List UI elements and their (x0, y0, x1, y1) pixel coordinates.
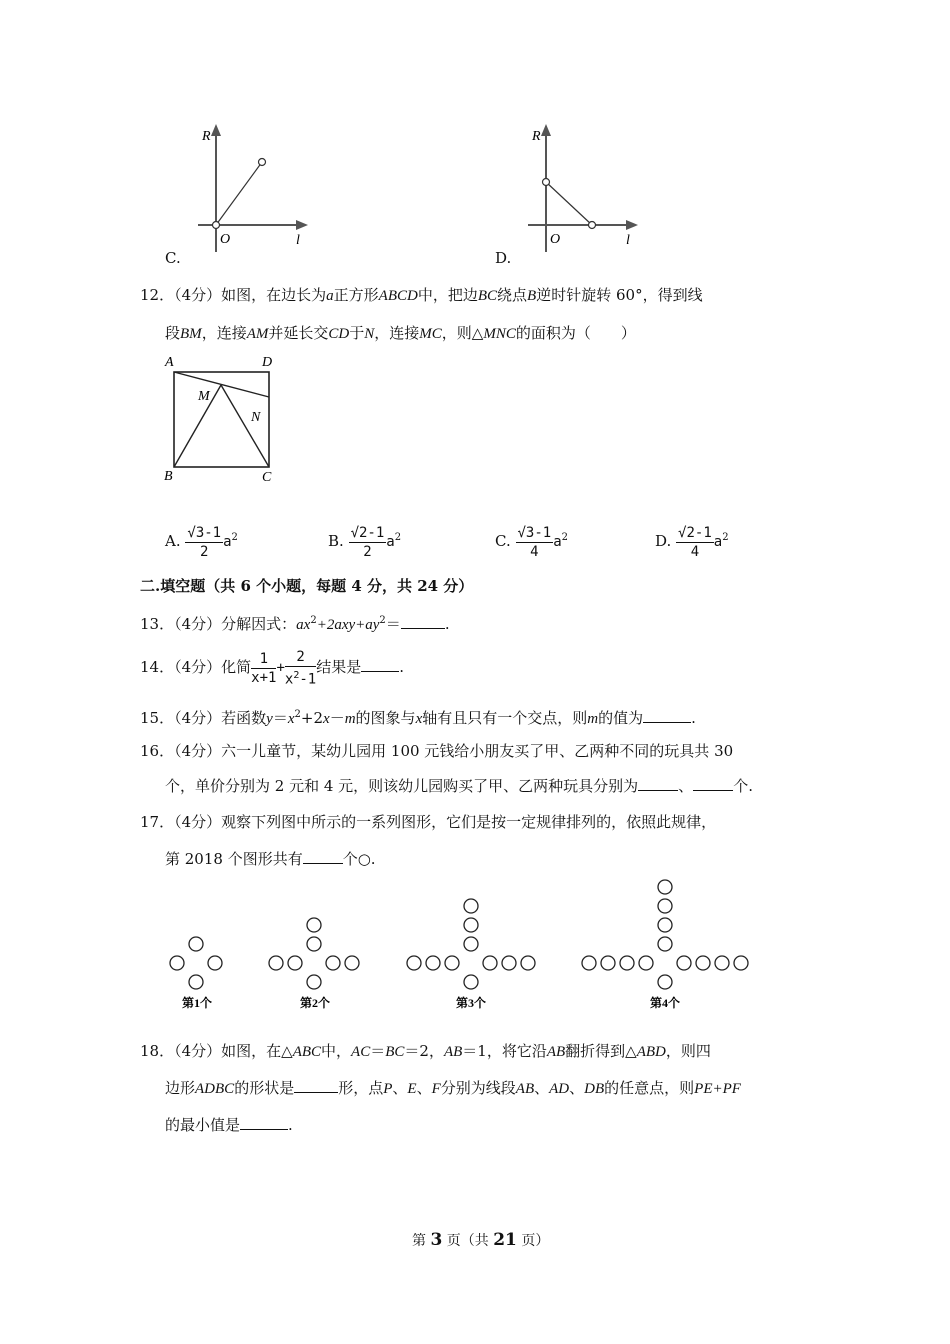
q16-line2: 个，单价分别为 2 元和 4 元，则该幼儿园购买了甲、乙两种玩具分别为 、 个. (165, 777, 753, 795)
q18-line3: 的最小值是 . (165, 1116, 293, 1134)
q12-option-a: A. $\frac{√3-1}{2}$ $a^2$ (165, 524, 238, 560)
axis-o-label: O (550, 232, 561, 247)
axis-r-label: R (202, 129, 211, 144)
figure-3-caption: 第3个 (456, 996, 487, 1010)
q12-line1: 12．（4分）如图，在边长为a正方形ABCD中，把边BC绕点B逆时针旋转 60°，得到线 (140, 286, 703, 304)
q17-line2: 第 2018 个图形共有 个○. (165, 850, 376, 868)
vertex-m-label: M (198, 389, 210, 404)
vertex-d-label: D (262, 355, 273, 370)
q12-option-b: B. $\frac{√2-1}{2}$ $a^2$ (328, 524, 402, 560)
q18-line2: 边形ADBC的形状是 形，点P、E、F分别为线段AB、AD、DB的任意点，则PE+PF (165, 1079, 741, 1097)
q14: 14．（4分）化简 $\frac{1}{x+1}$ + $\frac{2}{x^2-1}$ 结果是 . (140, 648, 405, 688)
graph-option-c (190, 120, 320, 255)
page-footer: 第 3 页（共 21 页） (412, 1230, 550, 1250)
q12-option-c: C. $\frac{√3-1}{4}$ $a^2$ (495, 524, 569, 560)
vertex-c-label: C (262, 470, 272, 485)
axis-o-label: O (220, 232, 231, 247)
axis-l-label: l (626, 233, 630, 248)
vertex-n-label: N (251, 410, 261, 425)
figure-2-caption: 第2个 (300, 996, 331, 1010)
axis-l-label: l (296, 233, 300, 248)
axis-r-label: R (532, 129, 541, 144)
q15: 15．（4分）若函数$y=x^2+2x-m$的图象与x轴有且只有一个交点，则m的值为 . (140, 709, 696, 727)
figure-1-caption: 第1个 (182, 996, 213, 1010)
graph-option-d (520, 120, 650, 255)
q17-pattern-figures (160, 876, 760, 1016)
figure-4-caption: 第4个 (650, 996, 681, 1010)
q12-square-figure (160, 350, 285, 485)
vertex-a-label: A (165, 355, 174, 370)
q18-line1: 18．（4分）如图，在△ABC中，AC＝BC＝2，AB＝1，将它沿AB翻折得到△ABD，则四 (140, 1042, 711, 1060)
q17-line1: 17．（4分）观察下列图中所示的一系列图形，它们是按一定规律排列的，依照此规律， (140, 813, 717, 831)
q12-line2: 段BM，连接AM并延长交CD于N，连接MC，则△MNC的面积为（ ） (165, 324, 636, 342)
section-title: 二.填空题（共 6 个小题，每题 4 分，共 24 分） (140, 577, 474, 595)
option-d-label: D. (495, 249, 512, 267)
vertex-b-label: B (164, 469, 173, 484)
q13: 13．（4分）分解因式：$ax^2+2axy+ay^2=$ . (140, 615, 450, 633)
q12-option-d: D. $\frac{√2-1}{4}$ $a^2$ (655, 524, 729, 560)
q16-line1: 16．（4分）六一儿童节，某幼儿园用 100 元钱给小朋友买了甲、乙两种不同的玩具共 30 (140, 742, 734, 760)
option-c-label: C. (165, 249, 181, 267)
